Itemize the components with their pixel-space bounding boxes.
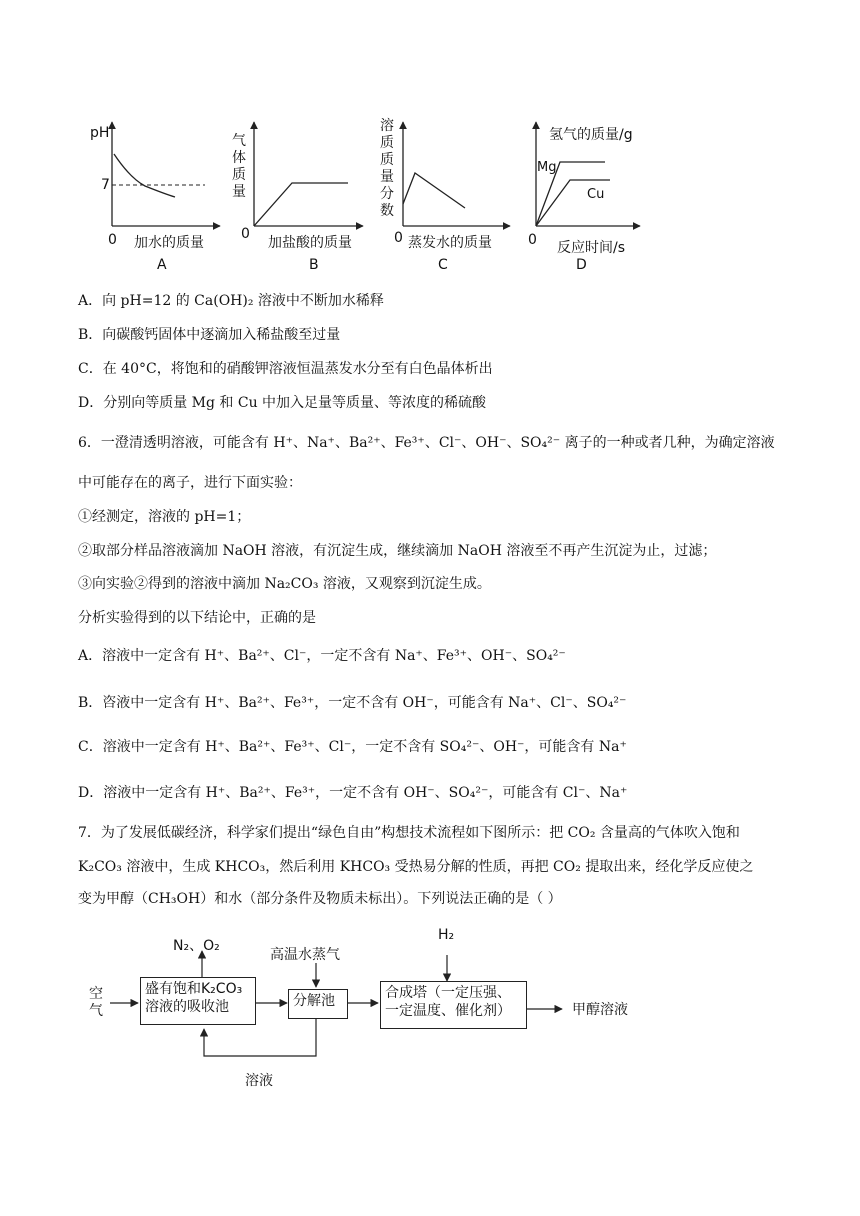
graph-d-origin: 0 [528, 232, 537, 248]
graph-b-letter: B [309, 257, 319, 273]
graph-c-plot [395, 118, 515, 238]
graph-a-ylabel: pH [90, 125, 110, 141]
q7-line-3: 变为甲醇（CH₃OH）和水（部分条件及物质未标出）。下列说法正确的是（ ） [78, 891, 562, 907]
q5-option-a: A．向 pH=12 的 Ca(OH)₂ 溶液中不断加水稀释 [78, 293, 384, 309]
graph-c-xlabel: 蒸发水的质量 [408, 235, 492, 251]
decomposer-label: 分解池 [293, 993, 335, 1009]
q7-line-2: K₂CO₃ 溶液中，生成 KHCO₃，然后利用 KHCO₃ 受热易分解的性质，再把 CO₂ 提取出来，经化学反应使之 [78, 859, 754, 875]
graph-b-plot [248, 118, 368, 238]
q5-option-c: C．在 40°C，将饱和的硝酸钾溶液恒温蒸发水分至有白色晶体析出 [78, 361, 493, 377]
absorber-line-2: 溶液的吸收池 [145, 999, 229, 1015]
q6-option-c: C．溶液中一定含有 H⁺、Ba²⁺、Fe³⁺、Cl⁻，一定不含有 SO₄²⁻、OH⁻，可能含有 Na⁺ [78, 739, 627, 755]
absorber-line-1: 盛有饱和K₂CO₃ [145, 981, 243, 997]
graph-d-xlabel: 反应时间/s [557, 240, 626, 256]
q6-step-1: ①经测定，溶液的 pH=1； [78, 509, 251, 525]
graph-c-ylabel: 溶 质 质 量 分 数 [380, 118, 394, 219]
graph-a-curve [114, 154, 175, 197]
graph-a-origin: 0 [108, 232, 117, 248]
flow-steam: 高温水蒸气 [270, 947, 340, 963]
graph-b-ylabel: 气 体 质 量 [232, 133, 246, 200]
graph-d-cu-label: Cu [587, 187, 605, 202]
graph-a-letter: A [157, 257, 167, 273]
graph-b-xlabel: 加盐酸的质量 [268, 235, 352, 251]
q6-step-2: ②取部分样品溶液滴加 NaOH 溶液，有沉淀生成，继续滴加 NaOH 溶液至不再产生沉淀为止，过滤； [78, 543, 717, 559]
synthesis-line-2: 一定温度、催化剂） [385, 1003, 511, 1019]
q7-line-1: 7．为了发展低碳经济，科学家们提出“绿色自由”构想技术流程如下图所示：把 CO₂ 含量高的气体吹入饱和 [78, 825, 740, 841]
flow-exhaust-gases: N₂、O₂ [173, 938, 220, 954]
flow-return-label: 溶液 [245, 1073, 273, 1089]
q5-option-d: D．分别向等质量 Mg 和 Cu 中加入足量等质量、等浓度的稀硫酸 [78, 395, 487, 411]
synthesis-tower-box [380, 981, 527, 1029]
decomposer-box [288, 989, 348, 1019]
q5-option-b: B．向碳酸钙固体中逐滴加入稀盐酸至过量 [78, 327, 341, 343]
flow-input-air: 空气 [89, 986, 103, 1019]
q6-option-d: D．溶液中一定含有 H⁺、Ba²⁺、Fe³⁺，一定不含有 OH⁻、SO₄²⁻，可能含有 Cl⁻、Na⁺ [78, 785, 628, 801]
q6-option-b: B．咨液中一定含有 H⁺、Ba²⁺、Fe³⁺，一定不含有 OH⁻，可能含有 Na⁺、Cl⁻、SO₄²⁻ [78, 695, 627, 711]
q6-step-3: ③向实验②得到的溶液中滴加 Na₂CO₃ 溶液，又观察到沉淀生成。 [78, 576, 491, 592]
graph-d-ylabel: 氢气的质量/g [549, 127, 633, 143]
flow-h2: H₂ [438, 927, 455, 943]
graph-d-letter: D [576, 257, 587, 273]
synthesis-line-1: 合成塔（一定压强、 [385, 985, 511, 1001]
graph-b-origin: 0 [241, 226, 250, 242]
graph-d-mg-label: Mg [537, 160, 557, 175]
graph-a-ref-label: 7 [101, 177, 110, 193]
absorber-box [140, 977, 256, 1025]
graph-c-origin: 0 [394, 230, 403, 246]
graph-a-xlabel: 加水的质量 [134, 235, 204, 251]
graph-c-letter: C [438, 257, 448, 273]
q6-stem-line-1: 6．一澄清透明溶液，可能含有 H⁺、Na⁺、Ba²⁺、Fe³⁺、Cl⁻、OH⁻、SO₄²⁻ 离子的一种或者几种，为确定溶液 [78, 435, 775, 451]
graph-b-curve [254, 183, 348, 226]
q6-stem-line-2: 中可能存在的离子，进行下面实验： [78, 475, 302, 491]
q6-question: 分析实验得到的以下结论中，正确的是 [78, 610, 316, 626]
flow-product: 甲醇溶液 [572, 1002, 628, 1018]
q6-option-a: A．溶液中一定含有 H⁺、Ba²⁺、Cl⁻，一定不含有 Na⁺、Fe³⁺、OH⁻、SO₄²⁻ [78, 648, 566, 664]
graph-c-curve [403, 173, 465, 208]
